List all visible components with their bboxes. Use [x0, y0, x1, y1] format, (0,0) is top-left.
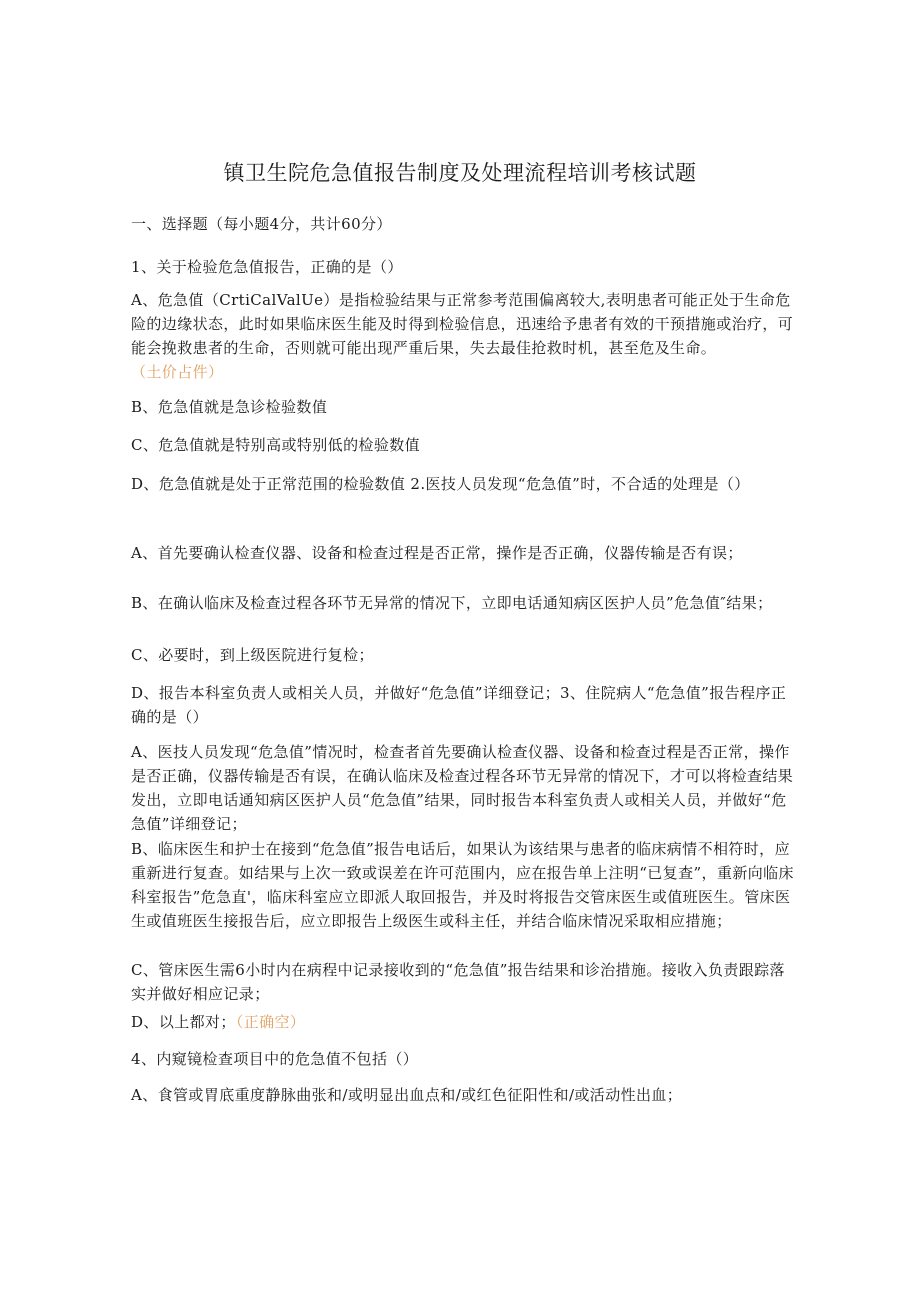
question-1-option-b: B、危急值就是急诊检验数值: [131, 398, 328, 416]
question-4: 4、内窥镜检查项目中的危急值不包括（）: [131, 1050, 419, 1068]
question-1: 1、关于检验危急值报告，正确的是（）: [131, 258, 403, 276]
question-3-option-c: C、管床医生需6小时内在病程中记录接收到的“危急值”报告结果和诊治措施。接收入负责跟踪落实并做好相应记录；: [131, 961, 785, 1003]
option-text: A、危急值（CrtiCalValUe）是指检验结果与正常参考范围偏离较大,表明患者可能正处于生命危险的边缘状态，此时如果临床医生能及时得到检验信息，迅速给予患者有效的干预措施或治疗，可能会挽救患者的生命，否则就可能出现严重后果，失去最佳抢救时机，甚至危及生命。: [131, 291, 794, 357]
question-4-option-a: A、食管或胃底重度静脉曲张和/或明显出血点和/或红色征阳性和/或活动性出血；: [131, 1086, 683, 1104]
question-1-option-a: [131, 288, 795, 384]
question-3-option-d: [131, 1010, 795, 1034]
question-1-option-d: D、危急值就是处于正常范围的检验数值 2.医技人员发现“危急值”时，不合适的处理是（）: [131, 475, 750, 493]
option-text: D、以上都对；: [131, 1013, 236, 1031]
question-2-option-a: A、首先要确认检查仪器、设备和检查过程是否正常，操作是否正确，仪器传输是否有误；: [131, 544, 743, 562]
question-2-option-d: D、报告本科室负责人或相关人员，并做好“危急值”详细登记；3、住院病人“危急值”报告程序正确的是（）: [131, 684, 787, 726]
question-3-option-b: B、临床医生和护士在接到“危急值”报告电话后，如果认为该结果与患者的临床病情不相符时，应重新进行复查。如结果与上次一致或误差在许可范围内，应在报告单上注明“已复查”，重新向临床科室报告”危急直'，临床科室应立即派人取回报告，并及时将报告交管床医生或值班医生。管床医生或值班医生接报告后，应立即报告上级医生或科主任，并结合临床情况采取相应措施；: [131, 840, 794, 930]
section-heading: 一、选择题（每小题4分，共计60分）: [131, 215, 392, 233]
document-title: 镇卫生院危急值报告制度及处理流程培训考核试题: [223, 161, 697, 185]
question-1-option-c: C、危急值就是特别高或特别低的检验数值: [131, 436, 421, 454]
answer-note: （土价占件）: [131, 363, 224, 381]
answer-note: （正确空）: [235, 1013, 306, 1031]
question-3-option-a: A、医技人员发现“危急值”情况时，检查者首先要确认检查仪器、设备和检查过程是否正常，操作是否正确，仪器传输是否有误，在确认临床及检查过程各环节无异常的情况下，才可以将检查结果发出，立即电话通知病区医护人员“危急值”结果，同时报告本科室负责人或相关人员，并做好“危急值”详细登记；: [131, 743, 794, 833]
question-2-option-c: C、必要时，到上级医院进行复检；: [131, 646, 374, 664]
question-2-option-b: B、在确认临床及检查过程各环节无异常的情况下，立即电话通知病区医护人员”危急值″结果；: [131, 594, 773, 612]
